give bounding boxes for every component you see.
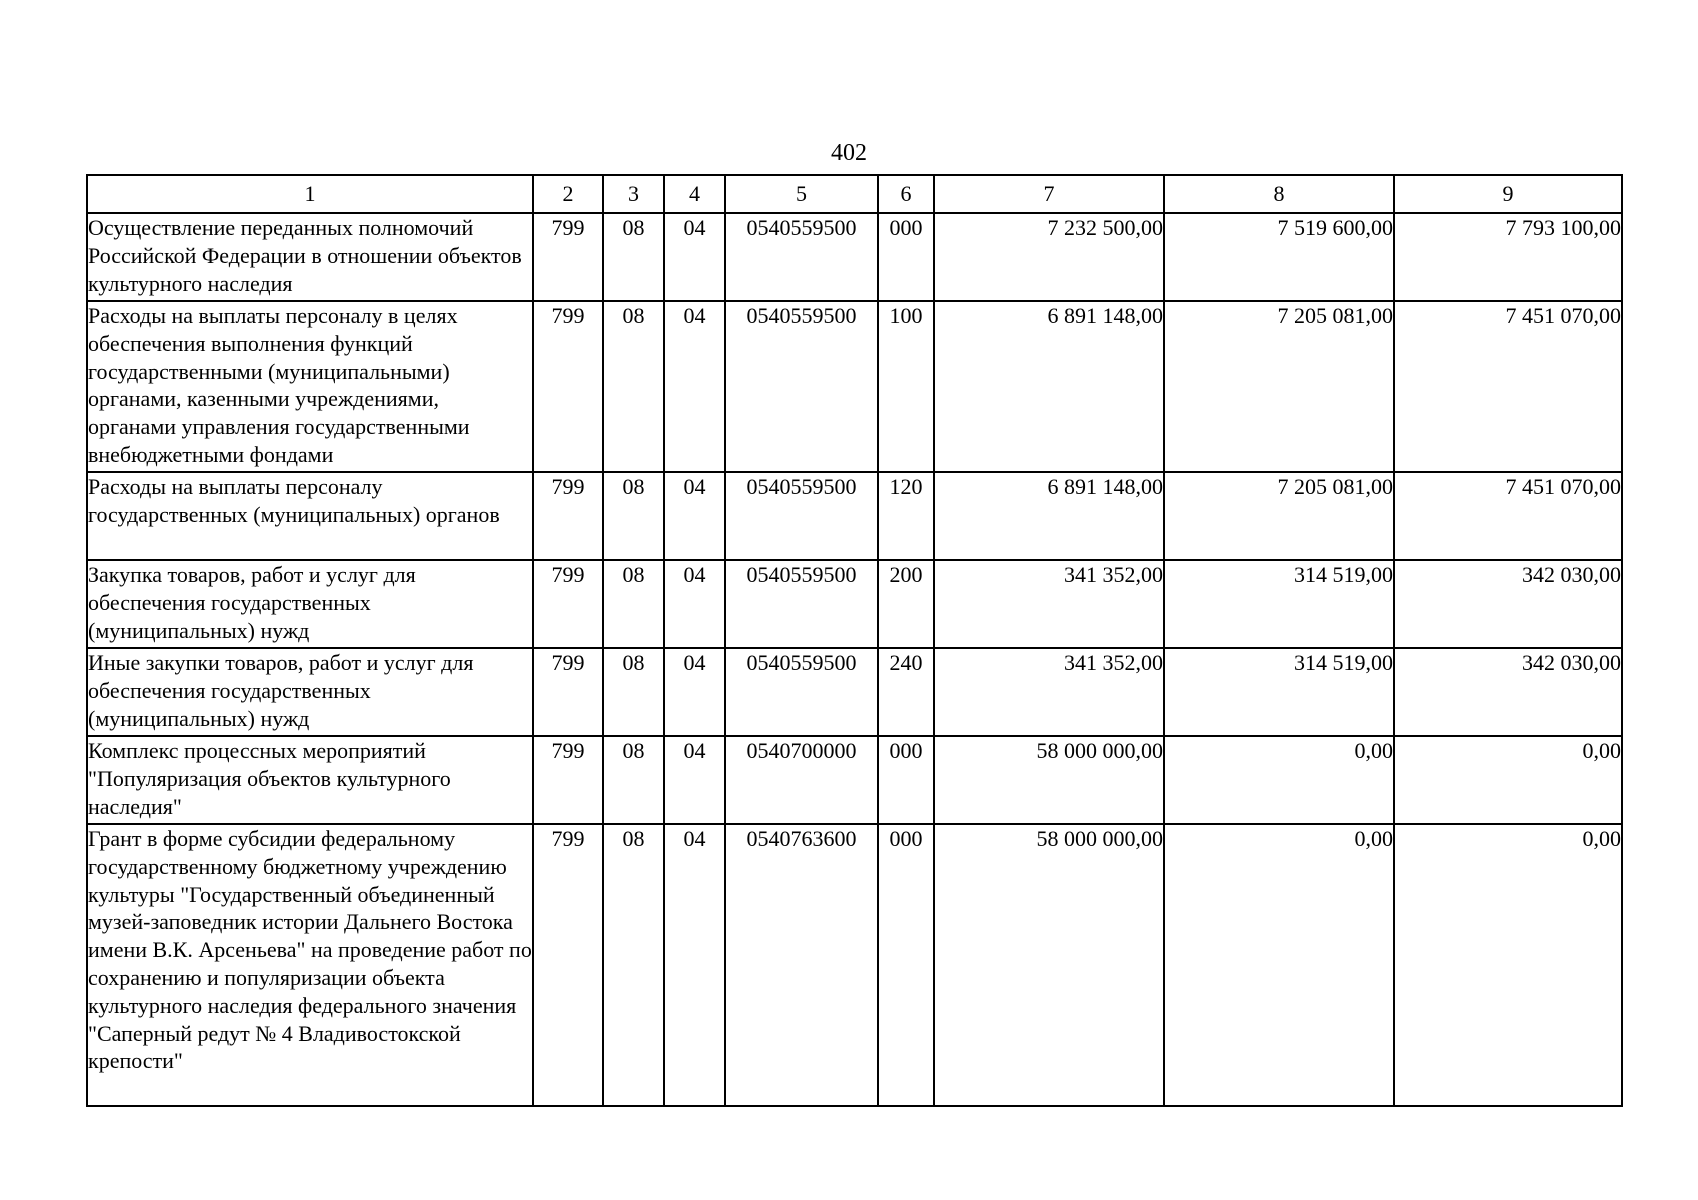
- cell-code: 04: [664, 213, 725, 301]
- row-description: Грант в форме субсидии федеральному государственному бюджетному учреждению культуры "Государственный объединенный музей-заповедник истории Дальнего Востока имени В.К. Арсеньева" на проведение работ по сохранению и популяризации объекта культурного наследия федерального значения "Саперный редут № 4 Владивостокской крепости": [87, 824, 533, 1106]
- cell-code: 04: [664, 736, 725, 824]
- cell-amount: 314 519,00: [1164, 648, 1394, 736]
- row-description: Осуществление переданных полномочий Российской Федерации в отношении объектов культурного наследия: [87, 213, 533, 301]
- cell-code: 0540559500: [725, 213, 878, 301]
- cell-amount: 6 891 148,00: [934, 301, 1164, 472]
- cell-code: 000: [878, 213, 934, 301]
- cell-code: 799: [533, 472, 603, 560]
- table-row: [87, 736, 1622, 824]
- cell-code: 240: [878, 648, 934, 736]
- row-description: Иные закупки товаров, работ и услуг для обеспечения государственных (муниципальных) нужд: [87, 648, 533, 736]
- cell-amount: 0,00: [1394, 824, 1622, 1106]
- cell-code: 08: [603, 301, 664, 472]
- cell-code: 04: [664, 301, 725, 472]
- cell-code: 0540559500: [725, 301, 878, 472]
- cell-code: 04: [664, 824, 725, 1106]
- cell-amount: 7 205 081,00: [1164, 472, 1394, 560]
- column-header: 3: [603, 175, 664, 213]
- cell-code: 08: [603, 472, 664, 560]
- cell-code: 799: [533, 560, 603, 648]
- cell-amount: 314 519,00: [1164, 560, 1394, 648]
- cell-amount: 342 030,00: [1394, 648, 1622, 736]
- table-row: [87, 824, 1622, 1106]
- table-header-row: [87, 175, 1622, 213]
- cell-code: 200: [878, 560, 934, 648]
- table-row: [87, 472, 1622, 560]
- cell-code: 0540763600: [725, 824, 878, 1106]
- cell-amount: 0,00: [1394, 736, 1622, 824]
- cell-code: 04: [664, 648, 725, 736]
- cell-amount: 58 000 000,00: [934, 824, 1164, 1106]
- cell-code: 000: [878, 824, 934, 1106]
- budget-table: [86, 174, 1623, 1107]
- cell-amount: 0,00: [1164, 736, 1394, 824]
- column-header: 5: [725, 175, 878, 213]
- column-header: 2: [533, 175, 603, 213]
- page-number: 402: [831, 140, 867, 166]
- column-header: 7: [934, 175, 1164, 213]
- cell-code: 04: [664, 472, 725, 560]
- row-description: Расходы на выплаты персоналу государственных (муниципальных) органов: [87, 472, 533, 560]
- cell-amount: 7 205 081,00: [1164, 301, 1394, 472]
- cell-amount: 341 352,00: [934, 560, 1164, 648]
- cell-code: 08: [603, 213, 664, 301]
- cell-amount: 7 451 070,00: [1394, 301, 1622, 472]
- cell-amount: 342 030,00: [1394, 560, 1622, 648]
- cell-amount: 7 451 070,00: [1394, 472, 1622, 560]
- cell-code: 799: [533, 648, 603, 736]
- cell-code: 08: [603, 648, 664, 736]
- cell-code: 08: [603, 824, 664, 1106]
- cell-code: 04: [664, 560, 725, 648]
- cell-code: 799: [533, 213, 603, 301]
- table-row: [87, 301, 1622, 472]
- column-header: 9: [1394, 175, 1622, 213]
- cell-code: 120: [878, 472, 934, 560]
- row-description: Закупка товаров, работ и услуг для обеспечения государственных (муниципальных) нужд: [87, 560, 533, 648]
- cell-code: 000: [878, 736, 934, 824]
- cell-code: 799: [533, 824, 603, 1106]
- column-header: 8: [1164, 175, 1394, 213]
- cell-code: 0540559500: [725, 648, 878, 736]
- row-description: Комплекс процессных мероприятий "Популяризация объектов культурного наследия": [87, 736, 533, 824]
- table-row: [87, 560, 1622, 648]
- cell-code: 799: [533, 301, 603, 472]
- column-header: 1: [87, 175, 533, 213]
- cell-amount: 341 352,00: [934, 648, 1164, 736]
- cell-code: 0540559500: [725, 560, 878, 648]
- cell-amount: 58 000 000,00: [934, 736, 1164, 824]
- table-row: [87, 648, 1622, 736]
- cell-amount: 0,00: [1164, 824, 1394, 1106]
- cell-code: 08: [603, 560, 664, 648]
- table-row: [87, 213, 1622, 301]
- cell-amount: 7 793 100,00: [1394, 213, 1622, 301]
- cell-code: 08: [603, 736, 664, 824]
- cell-code: 799: [533, 736, 603, 824]
- cell-code: 100: [878, 301, 934, 472]
- cell-amount: 6 891 148,00: [934, 472, 1164, 560]
- cell-code: 0540559500: [725, 472, 878, 560]
- cell-code: 0540700000: [725, 736, 878, 824]
- column-header: 4: [664, 175, 725, 213]
- column-header: 6: [878, 175, 934, 213]
- row-description: Расходы на выплаты персоналу в целях обеспечения выполнения функций государственными (муниципальными) органами, казенными учреждениями, органами управления государственными внебюджетными фондами: [87, 301, 533, 472]
- cell-amount: 7 232 500,00: [934, 213, 1164, 301]
- cell-amount: 7 519 600,00: [1164, 213, 1394, 301]
